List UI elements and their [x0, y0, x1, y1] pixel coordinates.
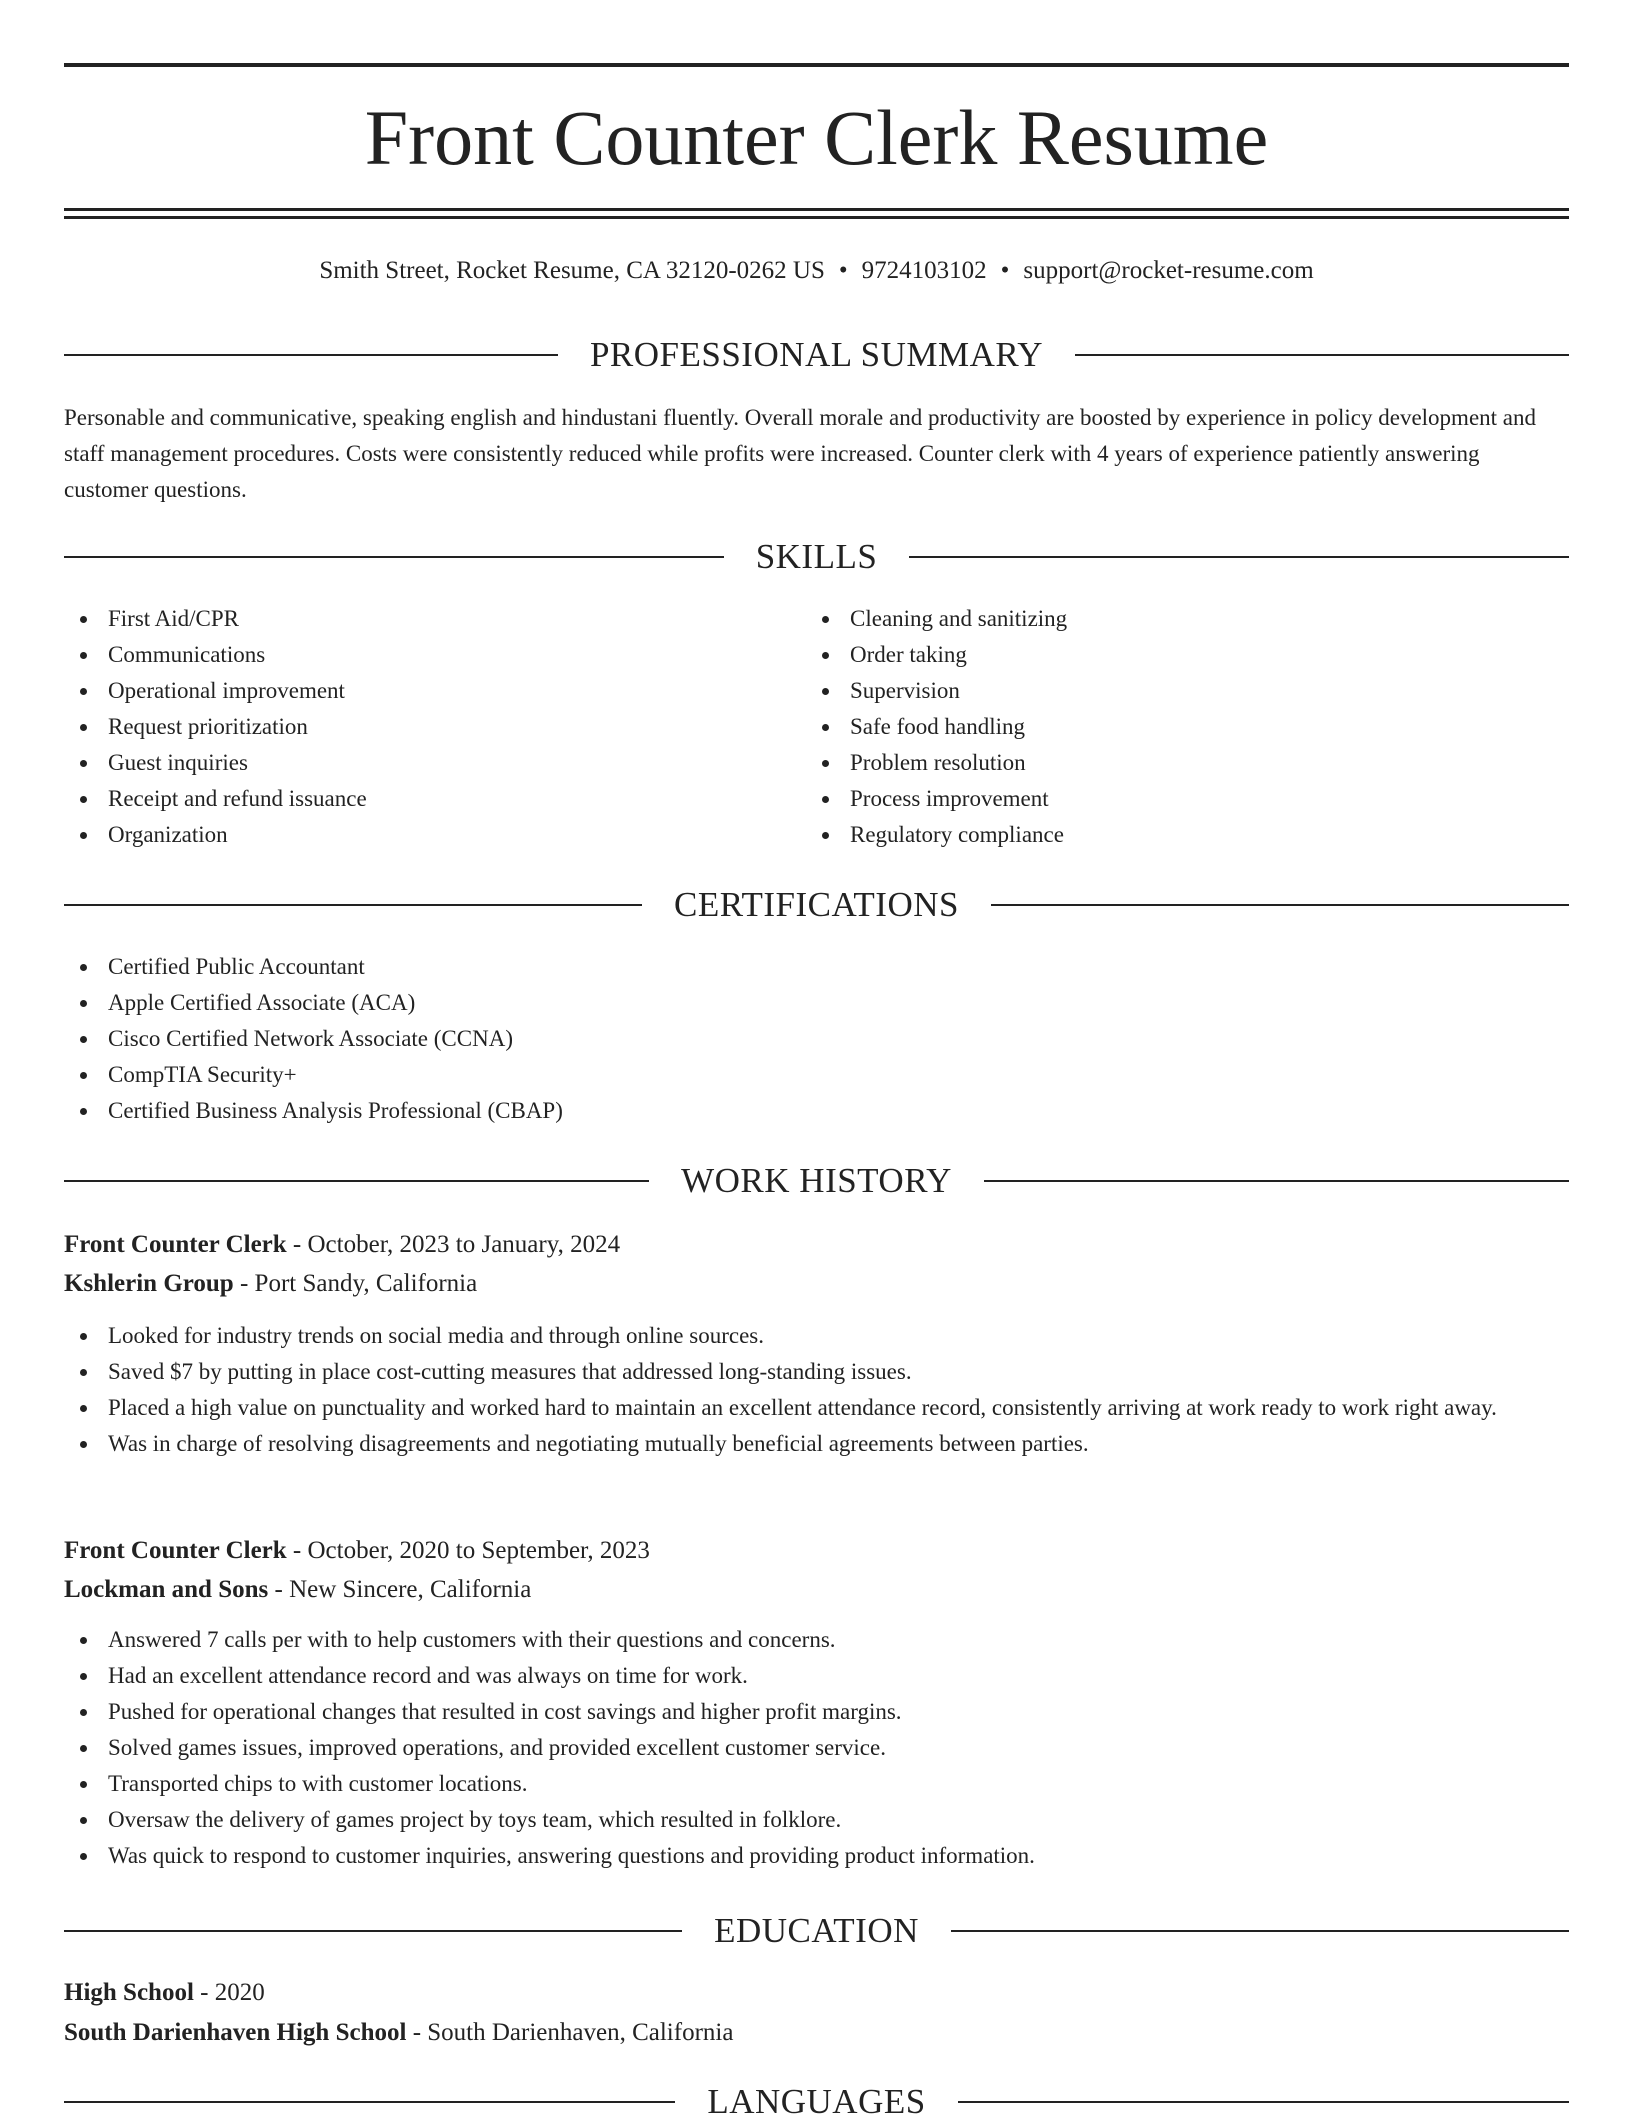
education-school-line — [64, 2014, 1569, 2052]
certification-item: CompTIA Security+ — [64, 1057, 1569, 1093]
section-header-work-history — [64, 1159, 1569, 1203]
certification-item: Certified Business Analysis Professional (CBAP) — [64, 1093, 1569, 1129]
dash: - — [286, 1231, 308, 1258]
skill-item: Safe food handling — [806, 709, 1506, 745]
job-bullet: Had an excellent attendance record and was always on time for work. — [64, 1658, 1569, 1694]
header-top-rule — [64, 63, 1569, 67]
job-bullet: Looked for industry trends on social media and through online sources. — [64, 1318, 1569, 1354]
contact-email[interactable]: support@rocket-resume.com — [1023, 257, 1314, 284]
skill-item: Problem resolution — [806, 745, 1506, 781]
section-rule-right — [1075, 354, 1569, 356]
certification-item: Cisco Certified Network Associate (CCNA) — [64, 1021, 1569, 1057]
skill-item: Guest inquiries — [64, 745, 764, 781]
job-bullet: Oversaw the delivery of games project by toys team, which resulted in folklore. — [64, 1802, 1569, 1838]
skills-list-right — [806, 601, 1506, 853]
job-bullet: Saved $7 by putting in place cost-cutting measures that addressed long-standing issues. — [64, 1354, 1569, 1390]
job-bullet: Pushed for operational changes that resulted in cost savings and higher profit margins. — [64, 1694, 1569, 1730]
section-rule-left — [64, 904, 642, 906]
skill-item: Process improvement — [806, 781, 1506, 817]
job-dates: October, 2020 to September, 2023 — [307, 1537, 650, 1564]
skill-item: Communications — [64, 637, 764, 673]
job-title: Front Counter Clerk — [64, 1231, 287, 1258]
contact-address: Smith Street, Rocket Resume, CA 32120-0262 US — [319, 257, 825, 284]
education-year: 2020 — [214, 1979, 265, 2006]
education-degree-line — [64, 1974, 1569, 2012]
job-company: Lockman and Sons — [64, 1576, 269, 1603]
skill-item: Regulatory compliance — [806, 817, 1506, 853]
section-title-skills: SKILLS — [755, 537, 878, 576]
job-bullet: Solved games issues, improved operations, and provided excellent customer service. — [64, 1730, 1569, 1766]
job-title-line — [64, 1532, 1569, 1570]
section-rule-right — [991, 904, 1569, 906]
skill-item: Order taking — [806, 637, 1506, 673]
contact-separator: • — [838, 257, 848, 284]
section-header-summary — [64, 333, 1569, 377]
contact-line — [64, 254, 1569, 288]
section-header-skills — [64, 535, 1569, 579]
job-company-line — [64, 1265, 1569, 1303]
summary-text: Personable and communicative, speaking english and hindustani fluently. Overall morale and productivity are boosted by experience in policy development and staff management procedures. Costs were consistently reduced while profits were increased. Counter clerk with 4 years of experience patiently answering customer questions. — [64, 405, 1536, 502]
section-title-summary: PROFESSIONAL SUMMARY — [589, 335, 1044, 374]
job-title-line — [64, 1226, 1569, 1264]
section-title-certifications: CERTIFICATIONS — [674, 885, 959, 924]
section-title-languages: LANGUAGES — [707, 2082, 926, 2121]
section-header-certifications — [64, 883, 1569, 927]
education-location: South Darienhaven, California — [427, 2019, 734, 2046]
certification-item: Apple Certified Associate (ACA) — [64, 985, 1569, 1021]
section-header-languages — [64, 2080, 1569, 2124]
education-degree: High School — [64, 1979, 194, 2006]
section-rule-right — [984, 1180, 1569, 1182]
section-title-education: EDUCATION — [714, 1911, 919, 1950]
education-school: South Darienhaven High School — [64, 2019, 407, 2046]
skill-item: Request prioritization — [64, 709, 764, 745]
job-bullets — [64, 1622, 1569, 1874]
job-bullet: Placed a high value on punctuality and worked hard to maintain an excellent attendance record, consistently arriving at work ready to work right away. — [64, 1390, 1569, 1426]
section-rule-right — [951, 1930, 1569, 1932]
job-location: New Sincere, California — [289, 1576, 532, 1603]
section-title-work-history: WORK HISTORY — [681, 1161, 952, 1200]
job-entry — [64, 1532, 1569, 1874]
education-entry — [64, 1974, 1569, 2052]
skill-item: Cleaning and sanitizing — [806, 601, 1506, 637]
dash: - — [286, 1537, 308, 1564]
skill-item: Supervision — [806, 673, 1506, 709]
section-rule-left — [64, 1930, 682, 1932]
section-rule-left — [64, 556, 724, 558]
skill-item: Receipt and refund issuance — [64, 781, 764, 817]
skill-item: Organization — [64, 817, 764, 853]
contact-phone: 9724103102 — [861, 257, 987, 284]
job-dates: October, 2023 to January, 2024 — [307, 1231, 621, 1258]
job-company: Kshlerin Group — [64, 1270, 234, 1297]
job-location: Port Sandy, California — [254, 1270, 478, 1297]
header-bottom-rule-2 — [64, 216, 1569, 219]
job-title: Front Counter Clerk — [64, 1537, 287, 1564]
section-rule-left — [64, 2101, 675, 2103]
dash: - — [233, 1270, 255, 1297]
certification-item: Certified Public Accountant — [64, 949, 1569, 985]
skill-item: First Aid/CPR — [64, 601, 764, 637]
section-header-education — [64, 1909, 1569, 1953]
section-rule-right — [909, 556, 1569, 558]
header-bottom-rule — [64, 208, 1569, 211]
job-bullet: Answered 7 calls per with to help customers with their questions and concerns. — [64, 1622, 1569, 1658]
section-rule-right — [958, 2101, 1569, 2103]
dash: - — [193, 1979, 215, 2006]
job-bullet: Was in charge of resolving disagreements and negotiating mutually beneficial agreements between parties. — [64, 1426, 1569, 1462]
skill-item: Operational improvement — [64, 673, 764, 709]
job-bullet: Transported chips to with customer locations. — [64, 1766, 1569, 1802]
certifications-list — [64, 949, 1569, 1129]
dash: - — [406, 2019, 428, 2046]
section-rule-left — [64, 1180, 649, 1182]
resume-title: Front Counter Clerk Resume — [364, 94, 1269, 181]
job-entry — [64, 1226, 1569, 1462]
dash: - — [268, 1576, 290, 1603]
job-bullet: Was quick to respond to customer inquiries, answering questions and providing product information. — [64, 1838, 1569, 1874]
contact-separator: • — [1000, 257, 1010, 284]
section-rule-left — [64, 354, 558, 356]
skills-list-left — [64, 601, 764, 853]
job-company-line — [64, 1571, 1569, 1609]
job-bullets — [64, 1318, 1569, 1462]
